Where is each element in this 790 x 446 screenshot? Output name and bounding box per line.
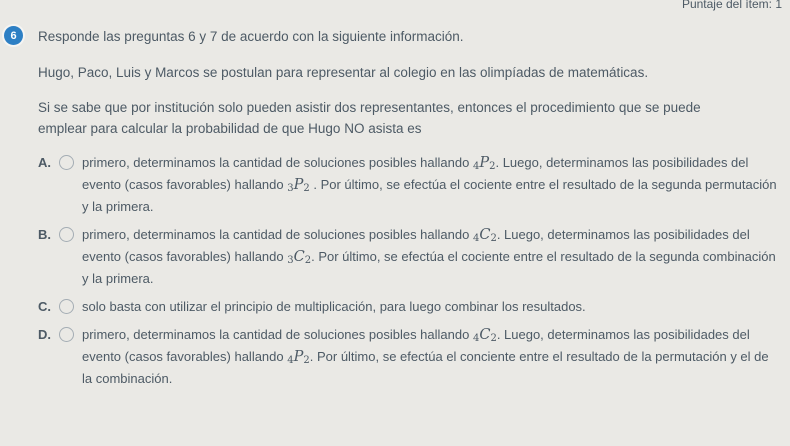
item-score-label: Puntaje del ítem: 1 [681, 0, 782, 11]
question-prompt: Responde las preguntas 6 y 7 de acuerdo con la siguiente información. [38, 29, 464, 44]
math-notation: $_4C_2$ [472, 227, 497, 244]
answer-option-c[interactable] [38, 296, 790, 317]
radio-button-icon[interactable] [59, 327, 74, 342]
math-notation: $_4P_2$ [287, 349, 310, 366]
option-letter: B. [38, 227, 51, 242]
answer-options [0, 152, 790, 389]
math-notation: $_3C_2$ [287, 249, 312, 266]
option-letter: D. [38, 327, 51, 342]
radio-button-icon[interactable] [59, 299, 74, 314]
math-notation: $_4P_2$ [472, 155, 496, 172]
radio-button-icon[interactable] [59, 155, 74, 170]
option-letter: A. [38, 155, 51, 170]
question-context: Hugo, Paco, Luis y Marcos se postulan para representar al colegio en las olimpíadas de matemáticas. [38, 65, 649, 80]
option-text: primero, determinamos la cantidad de soluciones posibles hallando $_4P_2$. Luego, determinamos las posibilidades del evento (casos favorables) hallando $_3P_2$ . Por último, se efectúa el cociente entre el resultado de la segunda permutación y la primera. [82, 155, 777, 214]
math-notation: $_3P_2$ [287, 177, 310, 194]
question-statement: Si se sabe que por institución solo pueden asistir dos representantes, entonces el procedimiento que se puede emplear para calcular la probabilidad de que Hugo NO asista es [38, 100, 701, 136]
radio-button-icon[interactable] [59, 227, 74, 242]
math-notation: $_4C_2$ [472, 327, 497, 344]
answer-option-b[interactable] [38, 224, 790, 289]
option-text: primero, determinamos la cantidad de soluciones posibles hallando $_4C_2$. Luego, determinamos las posibilidades del evento (casos favorables) hallando $_4P_2$. Por último, se efectúa el conciente entre el resultado de la permutación y el de la combinación. [82, 327, 769, 386]
question-header [0, 26, 790, 46]
option-text: primero, determinamos la cantidad de soluciones posibles hallando $_4C_2$. Luego, determinamos las posibilidades del evento (casos favorables) hallando $_3C_2$. Por último, se efectúa el cociente entre el resultado de la segunda combinación y la primera. [82, 227, 776, 286]
option-letter: C. [38, 299, 51, 314]
answer-option-d[interactable] [38, 324, 790, 389]
answer-option-a[interactable] [38, 152, 790, 217]
question-number-badge: 6 [4, 26, 23, 45]
option-text: solo basta con utilizar el principio de multiplicación, para luego combinar los resultados. [82, 299, 586, 314]
